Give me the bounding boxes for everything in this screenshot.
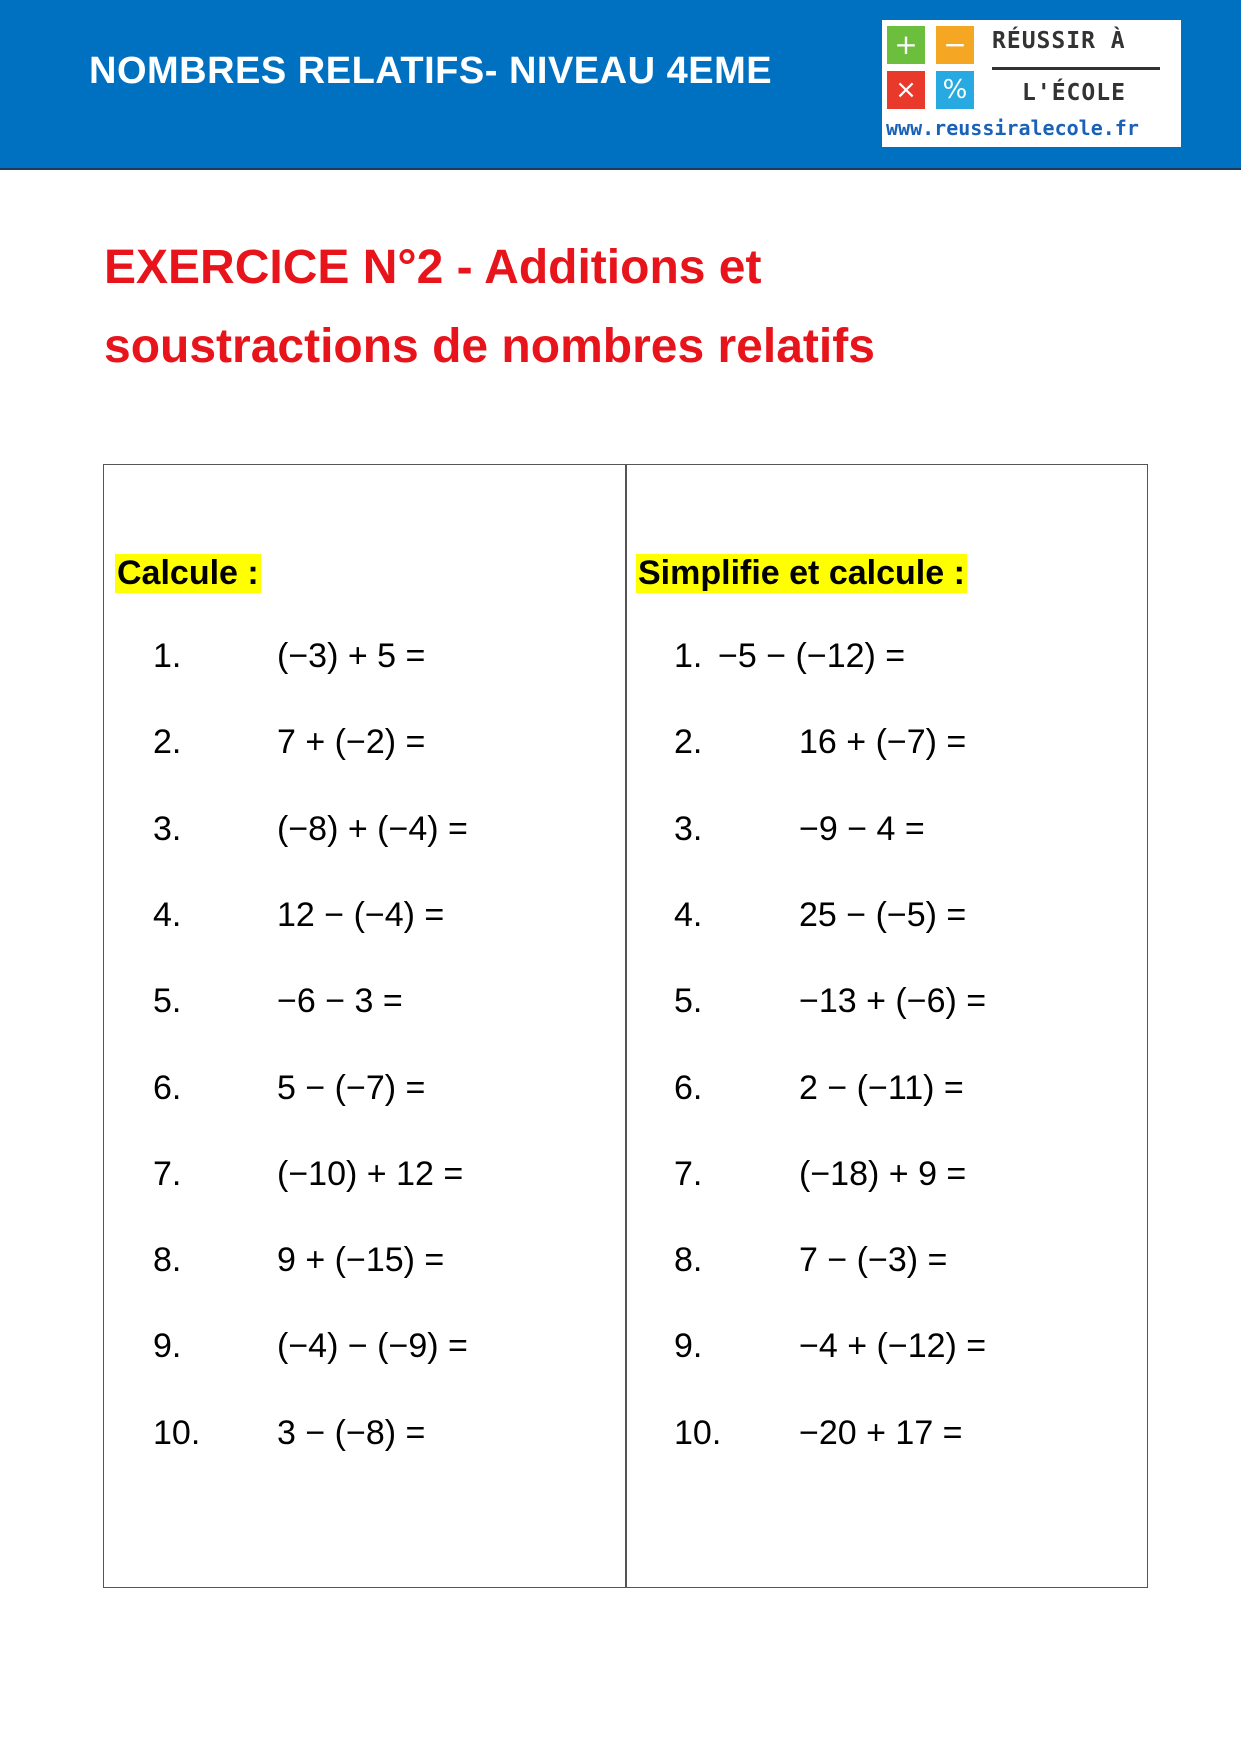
- item-number: 2.: [153, 723, 182, 762]
- item-expression: 25 − (−5) =: [799, 895, 967, 934]
- item-number: 7.: [153, 1154, 182, 1193]
- item-expression: 3 − (−8) =: [277, 1413, 426, 1452]
- logo-url: www.reussiralecole.fr: [886, 116, 1139, 140]
- item-number: 3.: [153, 809, 182, 848]
- item-number: 8.: [674, 1241, 703, 1280]
- site-logo: [882, 20, 1181, 147]
- item-expression: (−18) + 9 =: [799, 1154, 967, 1193]
- percent-icon: %: [936, 71, 974, 109]
- column-divider: [625, 465, 627, 1587]
- item-number: 1.: [674, 637, 703, 675]
- item-expression: 16 + (−7) =: [799, 723, 967, 762]
- right-column-heading: Simplifie et calcule :: [638, 554, 965, 592]
- item-expression: 7 − (−3) =: [799, 1241, 948, 1280]
- plus-icon: +: [887, 26, 925, 64]
- item-expression: −20 + 17 =: [799, 1413, 963, 1452]
- exercise-title-line2: soustractions de nombres relatifs: [104, 320, 875, 373]
- item-expression: −6 − 3 =: [277, 982, 403, 1021]
- item-number: 10.: [674, 1413, 722, 1452]
- item-expression: (−8) + (−4) =: [277, 809, 468, 848]
- item-expression: 12 − (−4) =: [277, 895, 445, 934]
- item-expression: −4 + (−12) =: [799, 1327, 987, 1366]
- logo-text-line1: RÉUSSIR À: [992, 28, 1126, 54]
- item-expression: 7 + (−2) =: [277, 723, 426, 762]
- item-number: 4.: [153, 895, 182, 934]
- item-expression: −13 + (−6) =: [799, 982, 987, 1021]
- item-number: 6.: [153, 1068, 182, 1107]
- item-expression: (−10) + 12 =: [277, 1154, 464, 1193]
- item-number: 5.: [674, 982, 703, 1021]
- item-number: 6.: [674, 1068, 703, 1107]
- item-expression: 2 − (−11) =: [799, 1068, 964, 1107]
- exercise-title: [104, 228, 1104, 386]
- exercise-table: [103, 464, 1148, 1588]
- item-number: 7.: [674, 1154, 703, 1193]
- document-title: NOMBRES RELATIFS- NIVEAU 4EME: [89, 50, 773, 92]
- item-number: 3.: [674, 809, 703, 848]
- item-number: 8.: [153, 1241, 182, 1280]
- item-number: 9.: [674, 1327, 703, 1366]
- item-number: 2.: [674, 723, 703, 762]
- logo-divider: [992, 67, 1160, 70]
- item-expression: (−3) + 5 =: [277, 637, 426, 675]
- item-expression: −9 − 4 =: [799, 809, 925, 848]
- header-banner: [0, 0, 1241, 170]
- minus-icon: −: [936, 26, 974, 64]
- item-number: 10.: [153, 1413, 201, 1452]
- logo-text-line2: L'ÉCOLE: [1022, 80, 1126, 106]
- item-number: 9.: [153, 1327, 182, 1366]
- item-expression: −5 − (−12) =: [718, 637, 906, 675]
- left-column-heading: Calcule :: [117, 554, 259, 592]
- exercise-title-line1: EXERCICE N°2 - Additions et: [104, 241, 762, 294]
- item-number: 1.: [153, 637, 182, 675]
- item-expression: 9 + (−15) =: [277, 1241, 445, 1280]
- item-expression: 5 − (−7) =: [277, 1068, 426, 1107]
- item-number: 4.: [674, 895, 703, 934]
- item-expression: (−4) − (−9) =: [277, 1327, 468, 1366]
- times-icon: ×: [887, 71, 925, 109]
- item-number: 5.: [153, 982, 182, 1021]
